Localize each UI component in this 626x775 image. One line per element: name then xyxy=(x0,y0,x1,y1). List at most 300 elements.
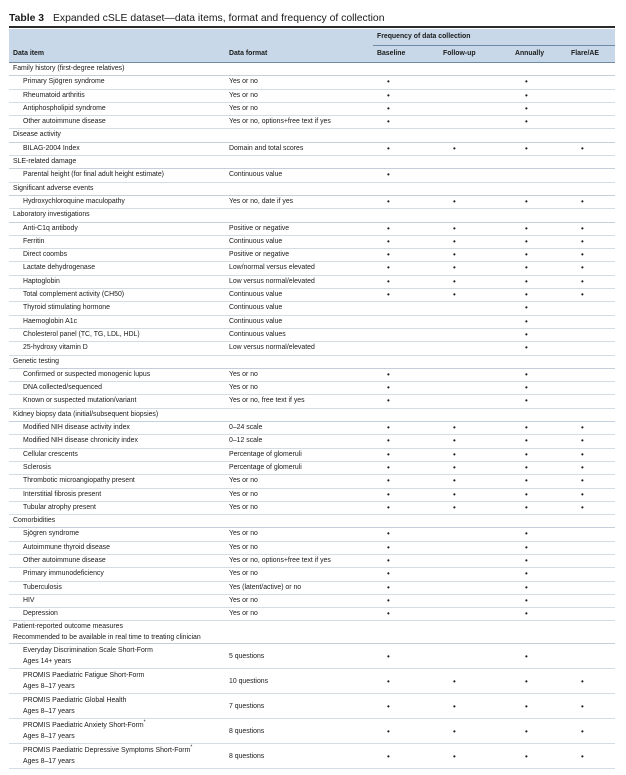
follow-up-cell xyxy=(439,435,511,448)
flare-cell xyxy=(567,669,615,694)
section-row xyxy=(9,129,615,142)
flare-mark: • xyxy=(581,462,584,472)
data-item-name: Everyday Discrimination Scale Short-Form xyxy=(23,647,153,655)
data-item-cell: Haemoglobin A1c xyxy=(9,315,225,328)
data-format-cell: Yes or no, free text if yes xyxy=(225,395,373,408)
annually-cell xyxy=(511,461,567,474)
follow-up-cell xyxy=(439,76,511,89)
data-format-cell: Continuous value xyxy=(225,169,373,182)
flare-cell xyxy=(567,719,615,744)
table-row xyxy=(9,554,615,567)
data-format-cell: Yes or no xyxy=(225,76,373,89)
annually-cell xyxy=(511,719,567,744)
table-row xyxy=(9,169,615,182)
baseline-cell xyxy=(373,315,439,328)
data-format-cell: 0–24 scale xyxy=(225,422,373,435)
data-item-age-range: Ages 8–17 years xyxy=(23,733,75,741)
flare-cell xyxy=(567,302,615,315)
data-format-cell: 5 questions xyxy=(225,644,373,669)
table-row xyxy=(9,142,615,155)
follow-up-mark: • xyxy=(453,263,456,273)
baseline-cell xyxy=(373,488,439,501)
baseline-cell xyxy=(373,448,439,461)
baseline-mark: • xyxy=(387,462,390,472)
data-item-cell: Other autoimmune disease xyxy=(9,116,225,129)
flare-mark: • xyxy=(581,476,584,486)
data-item-cell: Modified NIH disease activity index xyxy=(9,422,225,435)
follow-up-cell xyxy=(439,528,511,541)
data-item-age-range: Ages 14+ years xyxy=(23,658,72,666)
table-row xyxy=(9,448,615,461)
flare-mark: • xyxy=(581,263,584,273)
baseline-cell xyxy=(373,169,439,182)
follow-up-cell xyxy=(439,249,511,262)
data-item-cell: Antiphospholipid syndrome xyxy=(9,102,225,115)
follow-up-cell xyxy=(439,302,511,315)
annually-cell xyxy=(511,475,567,488)
follow-up-cell xyxy=(439,568,511,581)
follow-up-cell xyxy=(439,382,511,395)
annually-cell xyxy=(511,488,567,501)
data-item-name: PROMIS Paediatric Anxiety Short-Form xyxy=(23,722,144,730)
flare-cell xyxy=(567,528,615,541)
follow-up-cell xyxy=(439,719,511,744)
table-row xyxy=(9,719,615,744)
baseline-mark: • xyxy=(387,489,390,499)
data-item-cell: Ferritin xyxy=(9,235,225,248)
flare-cell xyxy=(567,541,615,554)
annually-cell xyxy=(511,102,567,115)
baseline-mark: • xyxy=(387,502,390,512)
baseline-cell xyxy=(373,302,439,315)
baseline-cell xyxy=(373,328,439,341)
annually-mark: • xyxy=(525,90,528,100)
flare-cell xyxy=(567,382,615,395)
data-item-cell: Thrombotic microangiopathy present xyxy=(9,475,225,488)
baseline-cell xyxy=(373,554,439,567)
annually-cell xyxy=(511,694,567,719)
flare-cell xyxy=(567,608,615,621)
data-format-cell: 8 questions xyxy=(225,719,373,744)
data-format-cell: Low versus normal/elevated xyxy=(225,275,373,288)
flare-mark: • xyxy=(581,276,584,286)
baseline-cell xyxy=(373,568,439,581)
flare-cell xyxy=(567,475,615,488)
baseline-mark: • xyxy=(387,196,390,206)
table-row xyxy=(9,368,615,381)
annually-cell xyxy=(511,435,567,448)
data-format-cell: Continuous value xyxy=(225,235,373,248)
data-item-cell xyxy=(9,744,225,769)
baseline-cell xyxy=(373,76,439,89)
data-item-cell xyxy=(9,669,225,694)
data-item-cell: Sclerosis xyxy=(9,461,225,474)
annually-cell xyxy=(511,568,567,581)
section-row xyxy=(9,63,615,76)
data-item-cell: Tuberculosis xyxy=(9,581,225,594)
annually-cell xyxy=(511,541,567,554)
annually-mark: • xyxy=(525,423,528,433)
follow-up-cell xyxy=(439,342,511,355)
table-row xyxy=(9,644,615,669)
baseline-cell xyxy=(373,275,439,288)
data-item-cell: Known or suspected mutation/variant xyxy=(9,395,225,408)
section-row xyxy=(9,515,615,528)
data-format-cell: Yes or no xyxy=(225,568,373,581)
data-item-cell: Modified NIH disease chronicity index xyxy=(9,435,225,448)
annually-mark: • xyxy=(525,595,528,605)
data-item-cell: Cellular crescents xyxy=(9,448,225,461)
flare-mark: • xyxy=(581,290,584,300)
annually-cell xyxy=(511,644,567,669)
data-format-cell: Yes or no xyxy=(225,475,373,488)
flare-cell xyxy=(567,249,615,262)
annually-mark: • xyxy=(525,103,528,113)
baseline-cell xyxy=(373,249,439,262)
annually-mark: • xyxy=(525,476,528,486)
baseline-mark: • xyxy=(387,569,390,579)
data-item-name: PROMIS Paediatric Global Health xyxy=(23,697,127,705)
flare-mark: • xyxy=(581,423,584,433)
flare-cell xyxy=(567,568,615,581)
baseline-mark: • xyxy=(387,263,390,273)
annually-mark: • xyxy=(525,143,528,153)
annually-cell xyxy=(511,594,567,607)
data-format-cell: Yes or no xyxy=(225,541,373,554)
follow-up-mark: • xyxy=(453,236,456,246)
section-row xyxy=(9,621,615,644)
annually-cell xyxy=(511,302,567,315)
data-item-cell: Depression xyxy=(9,608,225,621)
header-group-row xyxy=(9,29,615,46)
annually-cell xyxy=(511,116,567,129)
annually-cell xyxy=(511,368,567,381)
annually-mark: • xyxy=(525,250,528,260)
table-row xyxy=(9,581,615,594)
follow-up-cell xyxy=(439,368,511,381)
flare-mark: • xyxy=(581,489,584,499)
flare-mark: • xyxy=(581,143,584,153)
baseline-mark: • xyxy=(387,90,390,100)
follow-up-cell xyxy=(439,694,511,719)
table-row xyxy=(9,315,615,328)
data-format-cell: Yes or no, options+free text if yes xyxy=(225,116,373,129)
baseline-cell xyxy=(373,422,439,435)
baseline-mark: • xyxy=(387,651,390,661)
footnote-marker: * xyxy=(143,720,146,727)
follow-up-cell xyxy=(439,541,511,554)
baseline-cell xyxy=(373,744,439,769)
annually-cell xyxy=(511,422,567,435)
table-row xyxy=(9,528,615,541)
annually-mark: • xyxy=(525,236,528,246)
section-label xyxy=(9,621,615,644)
header-baseline: Baseline xyxy=(373,46,439,63)
data-format-cell: Yes or no xyxy=(225,608,373,621)
data-format-cell: Continuous value xyxy=(225,315,373,328)
section-row xyxy=(9,355,615,368)
flare-mark: • xyxy=(581,449,584,459)
baseline-mark: • xyxy=(387,423,390,433)
follow-up-cell xyxy=(439,554,511,567)
annually-mark: • xyxy=(525,651,528,661)
table-row xyxy=(9,302,615,315)
flare-mark: • xyxy=(581,701,584,711)
annually-mark: • xyxy=(525,369,528,379)
flare-cell xyxy=(567,644,615,669)
data-item-cell: Interstitial fibrosis present xyxy=(9,488,225,501)
annually-mark: • xyxy=(525,542,528,552)
follow-up-mark: • xyxy=(453,423,456,433)
follow-up-mark: • xyxy=(453,751,456,761)
flare-mark: • xyxy=(581,676,584,686)
flare-mark: • xyxy=(581,726,584,736)
follow-up-cell xyxy=(439,169,511,182)
section-label: Family history (first-degree relatives) xyxy=(9,63,615,76)
follow-up-cell xyxy=(439,235,511,248)
flare-cell xyxy=(567,488,615,501)
follow-up-cell xyxy=(439,142,511,155)
baseline-mark: • xyxy=(387,701,390,711)
follow-up-cell xyxy=(439,222,511,235)
dataset-table xyxy=(9,29,615,769)
data-item-cell: Sjögren syndrome xyxy=(9,528,225,541)
table-row xyxy=(9,395,615,408)
flare-cell xyxy=(567,694,615,719)
annually-cell xyxy=(511,275,567,288)
table-row xyxy=(9,541,615,554)
data-item-cell: Rheumatoid arthritis xyxy=(9,89,225,102)
annually-cell xyxy=(511,235,567,248)
annually-mark: • xyxy=(525,582,528,592)
data-format-cell: 10 questions xyxy=(225,669,373,694)
baseline-mark: • xyxy=(387,529,390,539)
data-item-cell: Parental height (for final adult height estimate) xyxy=(9,169,225,182)
baseline-cell xyxy=(373,235,439,248)
table-row xyxy=(9,222,615,235)
follow-up-mark: • xyxy=(453,476,456,486)
data-item-cell xyxy=(9,644,225,669)
flare-cell xyxy=(567,76,615,89)
annually-cell xyxy=(511,744,567,769)
annually-mark: • xyxy=(525,329,528,339)
follow-up-cell xyxy=(439,102,511,115)
data-format-cell: Continuous value xyxy=(225,289,373,302)
follow-up-cell xyxy=(439,608,511,621)
annually-cell xyxy=(511,581,567,594)
annually-cell xyxy=(511,382,567,395)
data-format-cell: 0–12 scale xyxy=(225,435,373,448)
baseline-cell xyxy=(373,461,439,474)
baseline-cell xyxy=(373,475,439,488)
table-row xyxy=(9,694,615,719)
baseline-cell xyxy=(373,142,439,155)
baseline-cell xyxy=(373,501,439,514)
section-label: Kidney biopsy data (initial/subsequent biopsies) xyxy=(9,408,615,421)
header-data-item: Data item xyxy=(9,46,225,63)
data-item-line-1 xyxy=(23,745,225,756)
flare-cell xyxy=(567,328,615,341)
data-item-cell xyxy=(9,694,225,719)
annually-mark: • xyxy=(525,77,528,87)
baseline-cell xyxy=(373,368,439,381)
follow-up-mark: • xyxy=(453,223,456,233)
section-row xyxy=(9,182,615,195)
data-format-cell: 7 questions xyxy=(225,694,373,719)
annually-cell xyxy=(511,289,567,302)
data-format-cell: Continuous value xyxy=(225,302,373,315)
footnote-marker: * xyxy=(190,745,193,752)
baseline-cell xyxy=(373,342,439,355)
baseline-cell xyxy=(373,262,439,275)
baseline-mark: • xyxy=(387,582,390,592)
data-item-cell: Thyroid stimulating hormone xyxy=(9,302,225,315)
title-rule xyxy=(9,26,615,28)
flare-mark: • xyxy=(581,751,584,761)
flare-cell xyxy=(567,102,615,115)
data-item-cell: Tubular atrophy present xyxy=(9,501,225,514)
baseline-mark: • xyxy=(387,436,390,446)
data-item-name: PROMIS Paediatric Fatigue Short-Form xyxy=(23,672,145,680)
flare-mark: • xyxy=(581,236,584,246)
table-row xyxy=(9,568,615,581)
follow-up-cell xyxy=(439,328,511,341)
annually-cell xyxy=(511,528,567,541)
follow-up-mark: • xyxy=(453,143,456,153)
data-format-cell: Low/normal versus elevated xyxy=(225,262,373,275)
data-item-cell: Anti-C1q antibody xyxy=(9,222,225,235)
table-row xyxy=(9,461,615,474)
data-format-cell: Yes (latent/active) or no xyxy=(225,581,373,594)
section-row xyxy=(9,408,615,421)
baseline-mark: • xyxy=(387,676,390,686)
annually-cell xyxy=(511,195,567,208)
baseline-cell xyxy=(373,222,439,235)
header-flare: Flare/AE xyxy=(567,46,615,63)
section-label: Significant adverse events xyxy=(9,182,615,195)
data-format-cell: 8 questions xyxy=(225,744,373,769)
flare-cell xyxy=(567,422,615,435)
table-row xyxy=(9,475,615,488)
flare-cell xyxy=(567,315,615,328)
follow-up-cell xyxy=(439,289,511,302)
section-label: Genetic testing xyxy=(9,355,615,368)
header-blank-2 xyxy=(225,29,373,46)
data-item-cell: Direct coombs xyxy=(9,249,225,262)
flare-cell xyxy=(567,89,615,102)
baseline-mark: • xyxy=(387,236,390,246)
header-follow-up: Follow-up xyxy=(439,46,511,63)
data-item-age-range: Ages 8–17 years xyxy=(23,758,75,766)
annually-cell xyxy=(511,222,567,235)
data-item-cell: Total complement activity (CH50) xyxy=(9,289,225,302)
data-format-cell: Low versus normal/elevated xyxy=(225,342,373,355)
annually-mark: • xyxy=(525,529,528,539)
follow-up-cell xyxy=(439,581,511,594)
flare-cell xyxy=(567,395,615,408)
follow-up-mark: • xyxy=(453,489,456,499)
follow-up-cell xyxy=(439,501,511,514)
annually-cell xyxy=(511,554,567,567)
flare-cell xyxy=(567,289,615,302)
baseline-cell xyxy=(373,395,439,408)
annually-mark: • xyxy=(525,569,528,579)
table-row xyxy=(9,488,615,501)
annually-mark: • xyxy=(525,263,528,273)
baseline-cell xyxy=(373,89,439,102)
data-format-cell: Yes or no xyxy=(225,528,373,541)
data-item-cell: Other autoimmune disease xyxy=(9,554,225,567)
data-format-cell: Continuous values xyxy=(225,328,373,341)
annually-mark: • xyxy=(525,383,528,393)
baseline-mark: • xyxy=(387,276,390,286)
baseline-mark: • xyxy=(387,223,390,233)
follow-up-mark: • xyxy=(453,196,456,206)
baseline-mark: • xyxy=(387,250,390,260)
baseline-cell xyxy=(373,644,439,669)
data-format-cell: Yes or no xyxy=(225,594,373,607)
annually-mark: • xyxy=(525,502,528,512)
annually-mark: • xyxy=(525,676,528,686)
table-row xyxy=(9,116,615,129)
baseline-mark: • xyxy=(387,117,390,127)
annually-cell xyxy=(511,262,567,275)
follow-up-cell xyxy=(439,116,511,129)
data-item-cell: Autoimmune thyroid disease xyxy=(9,541,225,554)
data-format-cell: Yes or no xyxy=(225,488,373,501)
follow-up-cell xyxy=(439,475,511,488)
annually-mark: • xyxy=(525,609,528,619)
annually-cell xyxy=(511,89,567,102)
follow-up-cell xyxy=(439,461,511,474)
table-row xyxy=(9,594,615,607)
follow-up-cell xyxy=(439,395,511,408)
header-annually: Annually xyxy=(511,46,567,63)
data-format-cell: Yes or no xyxy=(225,501,373,514)
annually-cell xyxy=(511,501,567,514)
flare-cell xyxy=(567,142,615,155)
data-item-age-range: Ages 8–17 years xyxy=(23,708,75,716)
table-body xyxy=(9,63,615,769)
flare-cell xyxy=(567,195,615,208)
table-row xyxy=(9,275,615,288)
annually-mark: • xyxy=(525,436,528,446)
table-row xyxy=(9,342,615,355)
table-row xyxy=(9,744,615,769)
section-label: SLE-related damage xyxy=(9,156,615,169)
baseline-mark: • xyxy=(387,170,390,180)
baseline-mark: • xyxy=(387,595,390,605)
annually-cell xyxy=(511,448,567,461)
table-row xyxy=(9,76,615,89)
flare-cell xyxy=(567,368,615,381)
table-title xyxy=(9,11,626,27)
annually-mark: • xyxy=(525,555,528,565)
follow-up-cell xyxy=(439,488,511,501)
follow-up-cell xyxy=(439,422,511,435)
flare-cell xyxy=(567,448,615,461)
annually-cell xyxy=(511,342,567,355)
flare-cell xyxy=(567,554,615,567)
data-format-cell: Yes or no, date if yes xyxy=(225,195,373,208)
baseline-cell xyxy=(373,581,439,594)
baseline-cell xyxy=(373,541,439,554)
annually-mark: • xyxy=(525,303,528,313)
follow-up-cell xyxy=(439,669,511,694)
follow-up-mark: • xyxy=(453,449,456,459)
annually-cell xyxy=(511,669,567,694)
table-row xyxy=(9,289,615,302)
